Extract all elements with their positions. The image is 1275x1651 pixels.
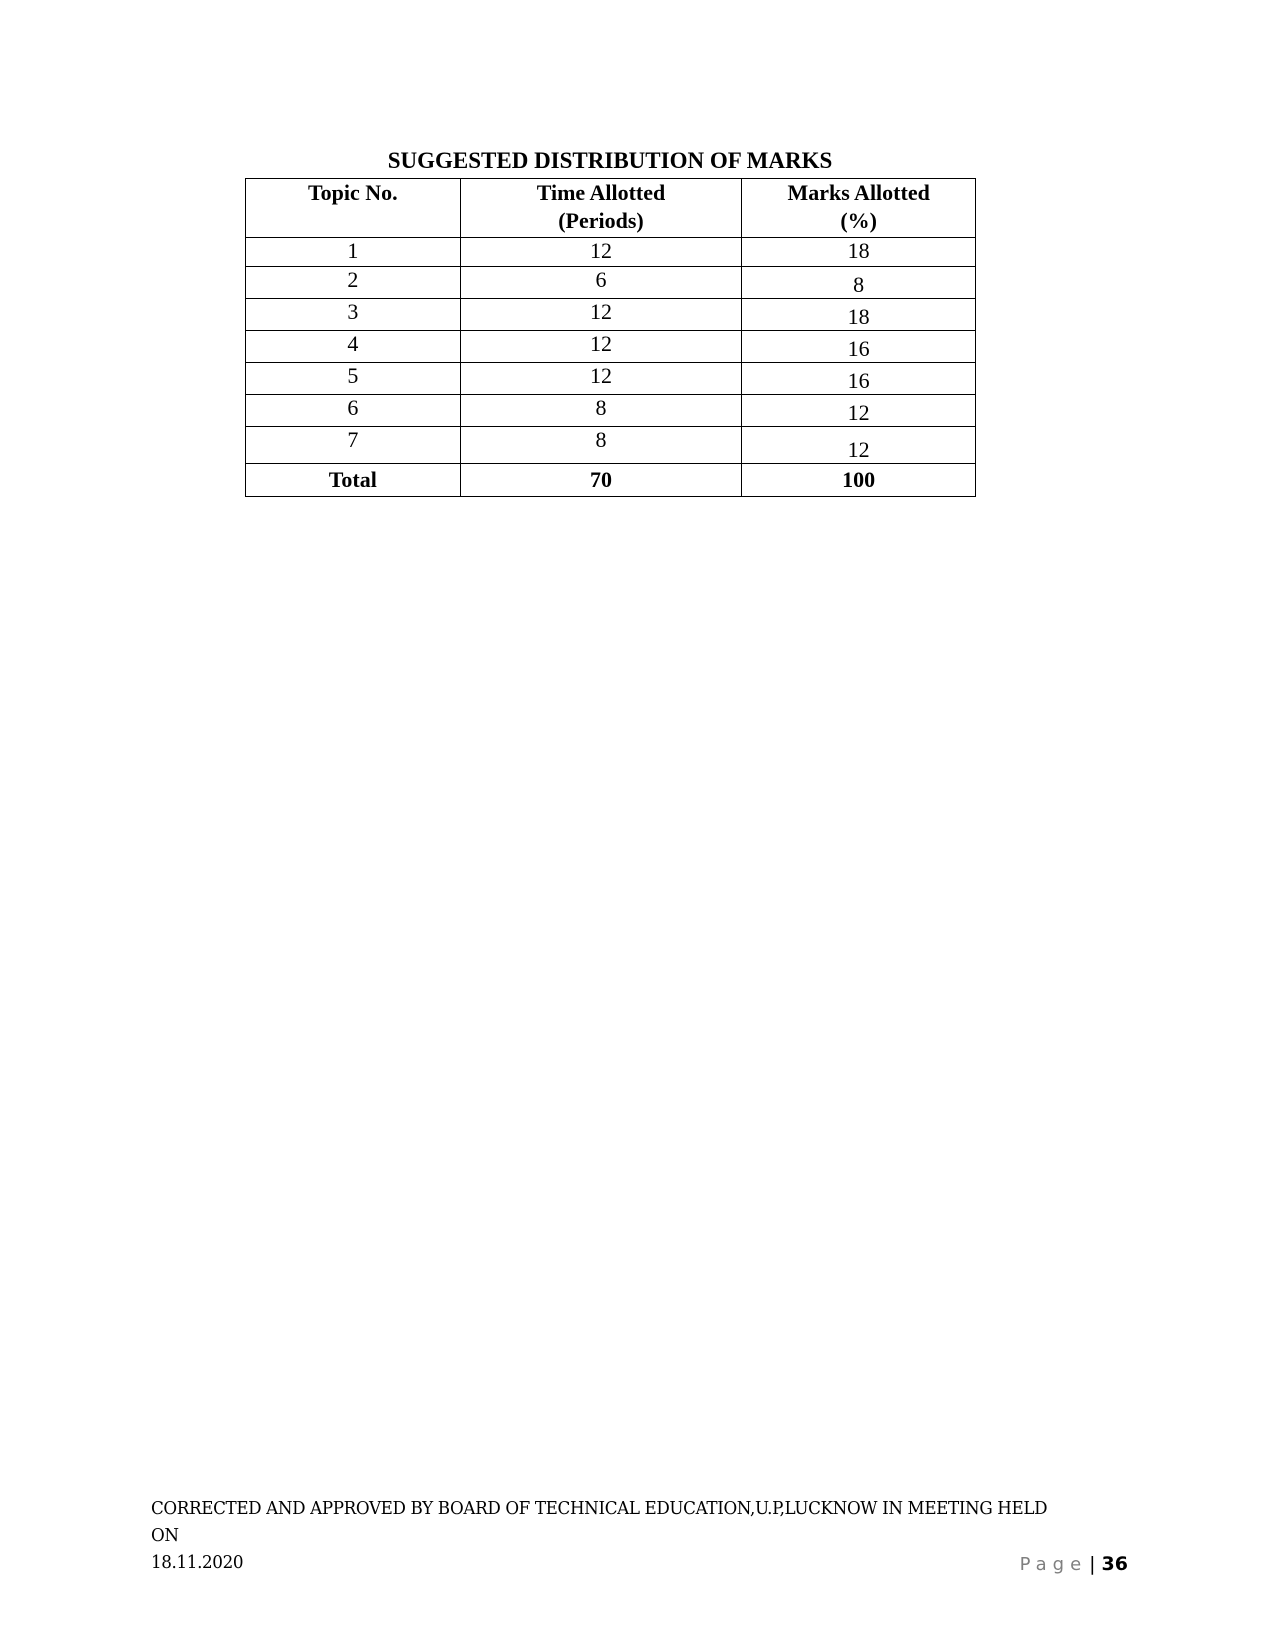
marks-allotted-cell [742, 331, 976, 363]
table-header-row [246, 179, 976, 238]
header-time-allotted-unit: (Periods) [558, 208, 644, 233]
time-allotted-cell: 8 [460, 427, 742, 464]
page-number-footer [1020, 1552, 1128, 1577]
topic-no-cell: 3 [246, 299, 461, 331]
table-total-row [246, 464, 976, 497]
marks-allotted-value: 16 [847, 336, 870, 361]
header-marks-allotted [742, 179, 976, 238]
header-marks-allotted-unit: (%) [840, 208, 877, 233]
time-allotted-cell: 12 [460, 363, 742, 395]
header-topic-no [246, 179, 461, 238]
total-label-cell: Total [246, 464, 461, 497]
marks-distribution-table [245, 178, 976, 497]
time-allotted-cell: 8 [460, 395, 742, 427]
table-row [246, 427, 976, 464]
approval-note-line-1: CORRECTED AND APPROVED BY BOARD OF TECHNICAL EDUCATION,U.P,LUCKNOW IN MEETING HELD ON [151, 1498, 1048, 1546]
approval-note-line-2: 18.11.2020 [151, 1552, 244, 1573]
marks-allotted-value: 16 [847, 368, 870, 393]
topic-no-cell: 6 [246, 395, 461, 427]
time-allotted-cell: 12 [460, 331, 742, 363]
header-time-allotted-label: Time Allotted [536, 180, 666, 205]
table-row [246, 363, 976, 395]
marks-allotted-cell [742, 363, 976, 395]
approval-footer-note [151, 1495, 1062, 1576]
topic-no-cell: 4 [246, 331, 461, 363]
topic-no-cell: 5 [246, 363, 461, 395]
topic-no-cell: 7 [246, 427, 461, 464]
marks-allotted-cell: 18 [742, 238, 976, 267]
marks-allotted-cell [742, 299, 976, 331]
marks-allotted-cell [742, 395, 976, 427]
table-row [246, 267, 976, 299]
time-allotted-cell: 12 [460, 299, 742, 331]
page-number: 36 [1101, 1553, 1128, 1575]
marks-allotted-value: 18 [847, 304, 870, 329]
table-row [246, 299, 976, 331]
table-row [246, 331, 976, 363]
page-separator: | [1089, 1553, 1096, 1575]
table-row [246, 238, 976, 267]
page-title: SUGGESTED DISTRIBUTION OF MARKS [387, 148, 833, 173]
table-row [246, 395, 976, 427]
marks-allotted-value: 12 [847, 400, 870, 425]
topic-no-cell: 1 [246, 238, 461, 267]
header-time-allotted [460, 179, 742, 238]
marks-allotted-value: 8 [853, 272, 865, 297]
page-label: Page [1019, 1554, 1088, 1575]
total-time-cell: 70 [460, 464, 742, 497]
time-allotted-cell: 6 [460, 267, 742, 299]
marks-allotted-cell [742, 427, 976, 464]
marks-allotted-value: 12 [847, 437, 870, 462]
topic-no-cell: 2 [246, 267, 461, 299]
header-marks-allotted-label: Marks Allotted [787, 180, 930, 205]
total-marks-cell: 100 [742, 464, 976, 497]
time-allotted-cell: 12 [460, 238, 742, 267]
header-topic-no-label: Topic No. [308, 180, 398, 205]
marks-allotted-cell [742, 267, 976, 299]
